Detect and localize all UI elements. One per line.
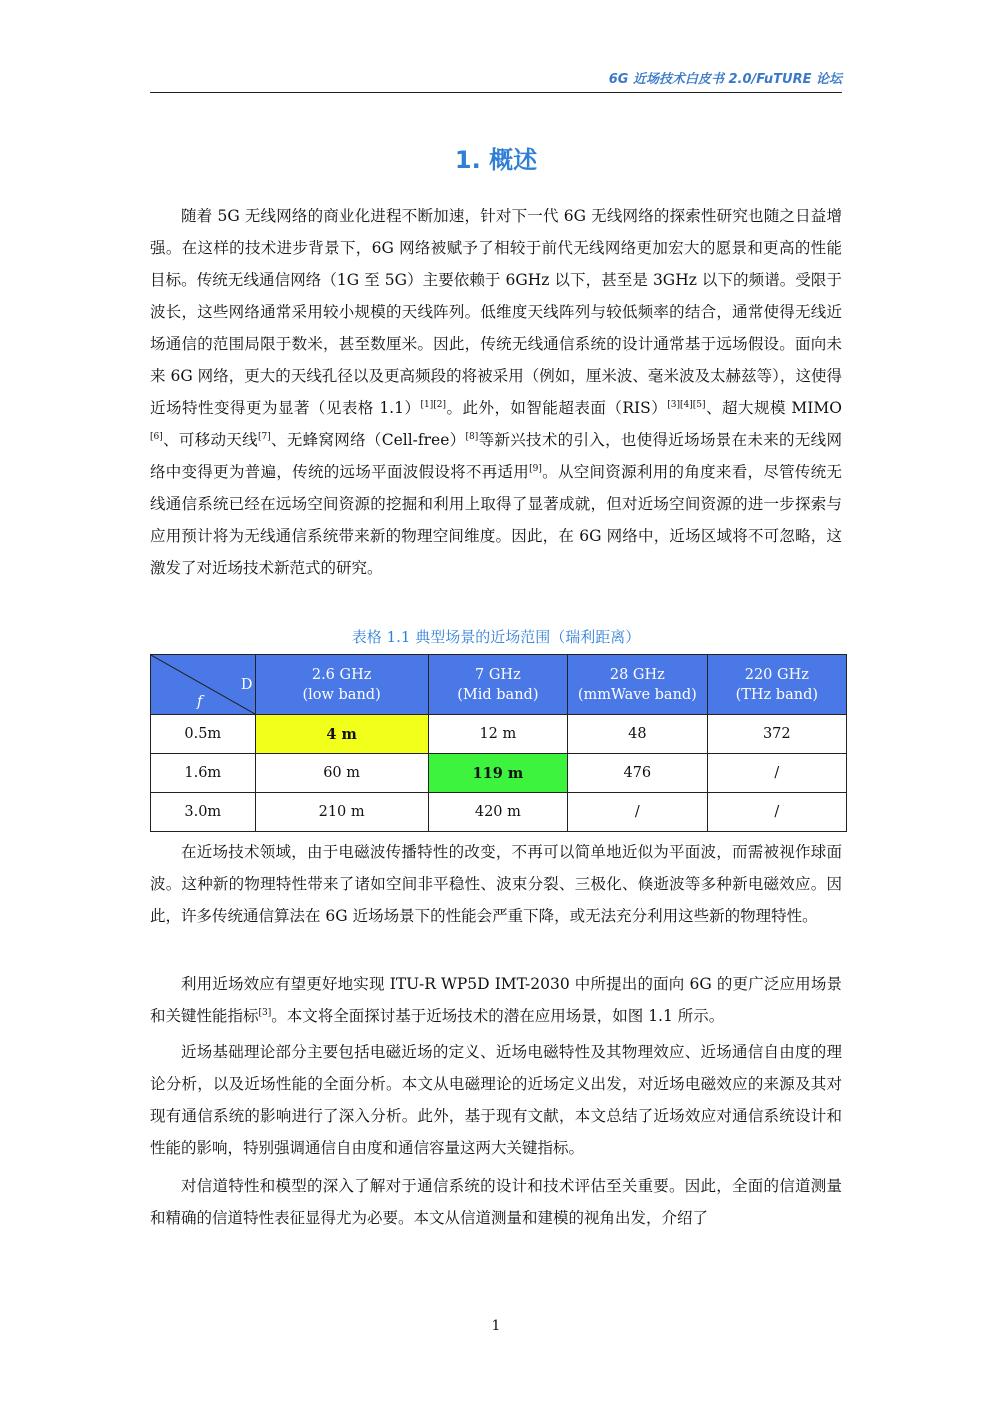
corner-label-d: D (240, 677, 253, 693)
column-header (707, 655, 846, 715)
table-cell: / (707, 793, 846, 832)
column-freq: 28 GHz (609, 666, 665, 683)
table-cell: 60 m (255, 754, 428, 793)
column-band: (Mid band) (457, 686, 539, 703)
table-corner-cell (151, 655, 256, 715)
citation-ref: [9] (529, 463, 542, 474)
para1-text-d: 、可移动天线 (162, 431, 258, 449)
column-freq: 220 GHz (744, 666, 809, 683)
column-header (568, 655, 708, 715)
column-freq: 2.6 GHz (311, 666, 372, 683)
row-label: 3.0m (151, 793, 256, 832)
citation-ref: [6] (150, 431, 163, 442)
row-label: 0.5m (151, 715, 256, 754)
para1-text-g: 。从空间资源利用的角度来看，尽管传统无线通信系统已经在远场空间资源的挖掘和利用上取得了显著成就，但对近场空间资源的进一步探索与应用预计将为无线通信系统带来新的物理空间维度。因此，在 6G 网络中，近场区域将不可忽略，这激发了对近场技术新范式的研究。 (150, 463, 842, 577)
column-header (255, 655, 428, 715)
table-caption: 表格 1.1 典型场景的近场范围（瑞利距离） (351, 628, 641, 646)
corner-label-f: f (197, 694, 203, 710)
page-number: 1 (491, 1318, 501, 1334)
table-cell-highlight: 4 m (255, 715, 428, 754)
table-cell: / (568, 793, 708, 832)
running-header: 6G 近场技术白皮书 2.0/FuTURE 论坛 (150, 70, 842, 93)
para1-text-a: 随着 5G 无线网络的商业化进程不断加速，针对下一代 6G 无线网络的探索性研究也随之日益增强。在这样的技术进步背景下，6G 网络被赋予了相较于前代无线网络更加宏大的愿景和更高的性能目标。传统无线通信网络（1G 至 5G）主要依赖于 6GHz 以下，甚至是 3GHz 以下的频谱。受限于波长，这些网络通常采用较小规模的天线阵列。低维度天线阵列与较低频率的结合，通常使得无线近场通信的范围局限于数米，甚至数厘米。因此，传统无线通信系统的设计通常基于远场假设。面向未来 6G 网络，更大的天线孔径以及更高频段的将被采用（例如，厘米波、毫米波及太赫兹等），这使得近场特性变得更为显著（见表格 1.1） (150, 207, 842, 417)
citation-ref: [1][2] (420, 399, 446, 410)
diagonal-line (151, 655, 255, 714)
column-header (428, 655, 567, 715)
para1-text-c: 、超大规模 MIMO (705, 399, 842, 417)
column-band: (mmWave band) (577, 686, 697, 703)
para1-text-e: 、无蜂窝网络（Cell-free） (270, 431, 466, 449)
para3-text-b: 。本文将全面探讨基于近场技术的潜在应用场景，如图 1.1 所示。 (271, 1007, 725, 1025)
citation-ref: [3][4][5] (667, 399, 706, 410)
intro-paragraph (150, 200, 842, 584)
body-paragraph: 对信道特性和模型的深入了解对于通信系统的设计和技术评估至关重要。因此，全面的信道测量和精确的信道特性表征显得尤为必要。本文从信道测量和建模的视角出发，介绍了 (150, 1177, 842, 1227)
table-cell: 476 (568, 754, 708, 793)
para3-text-a: 利用近场效应有望更好地实现 ITU-R WP5D IMT-2030 中所提出的面向 6G 的更广泛应用场景和关键性能指标 (150, 975, 842, 1025)
body-paragraph: 近场基础理论部分主要包括电磁近场的定义、近场电磁特性及其物理效应、近场通信自由度的理论分析，以及近场性能的全面分析。本文从电磁理论的近场定义出发，对近场电磁效应的来源及其对现有通信系统的影响进行了深入分析。此外，基于现有文献，本文总结了近场效应对通信系统设计和性能的影响，特别强调通信自由度和通信容量这两大关键指标。 (150, 1043, 842, 1157)
table-cell: 420 m (428, 793, 567, 832)
table-cell-highlight: 119 m (428, 754, 567, 793)
column-freq: 7 GHz (475, 666, 521, 683)
citation-ref: [8] (465, 431, 479, 442)
table-cell: 12 m (428, 715, 567, 754)
table-cell: 48 (568, 715, 708, 754)
table-header-row (151, 655, 847, 715)
para1-text-f: 等新兴技术的引入，也使得近场场景在未来的无线网络中变得更为普遍，传统的远场平面波假设将不再适用 (150, 431, 842, 481)
para1-text-b: 。此外，如智能超表面（RIS） (445, 399, 668, 417)
section-title: 1. 概述 (454, 146, 538, 174)
citation-ref: [7] (257, 431, 271, 442)
row-label: 1.6m (151, 754, 256, 793)
near-field-range-table (150, 654, 847, 832)
citation-ref: [3] (258, 1007, 272, 1018)
table-cell: 372 (707, 715, 846, 754)
body-paragraph (150, 968, 842, 1032)
column-band: (low band) (302, 686, 381, 703)
table-row (151, 715, 847, 754)
table-cell: / (707, 754, 846, 793)
column-band: (THz band) (735, 686, 819, 703)
table-cell: 210 m (255, 793, 428, 832)
table-row (151, 754, 847, 793)
table-row (151, 793, 847, 832)
body-paragraph: 在近场技术领域，由于电磁波传播特性的改变，不再可以简单地近似为平面波，而需被视作球面波。这种新的物理特性带来了诸如空间非平稳性、波束分裂、三极化、倏逝波等多种新电磁效应。因此，许多传统通信算法在 6G 近场场景下的性能会严重下降，或无法充分利用这些新的物理特性。 (150, 843, 842, 925)
